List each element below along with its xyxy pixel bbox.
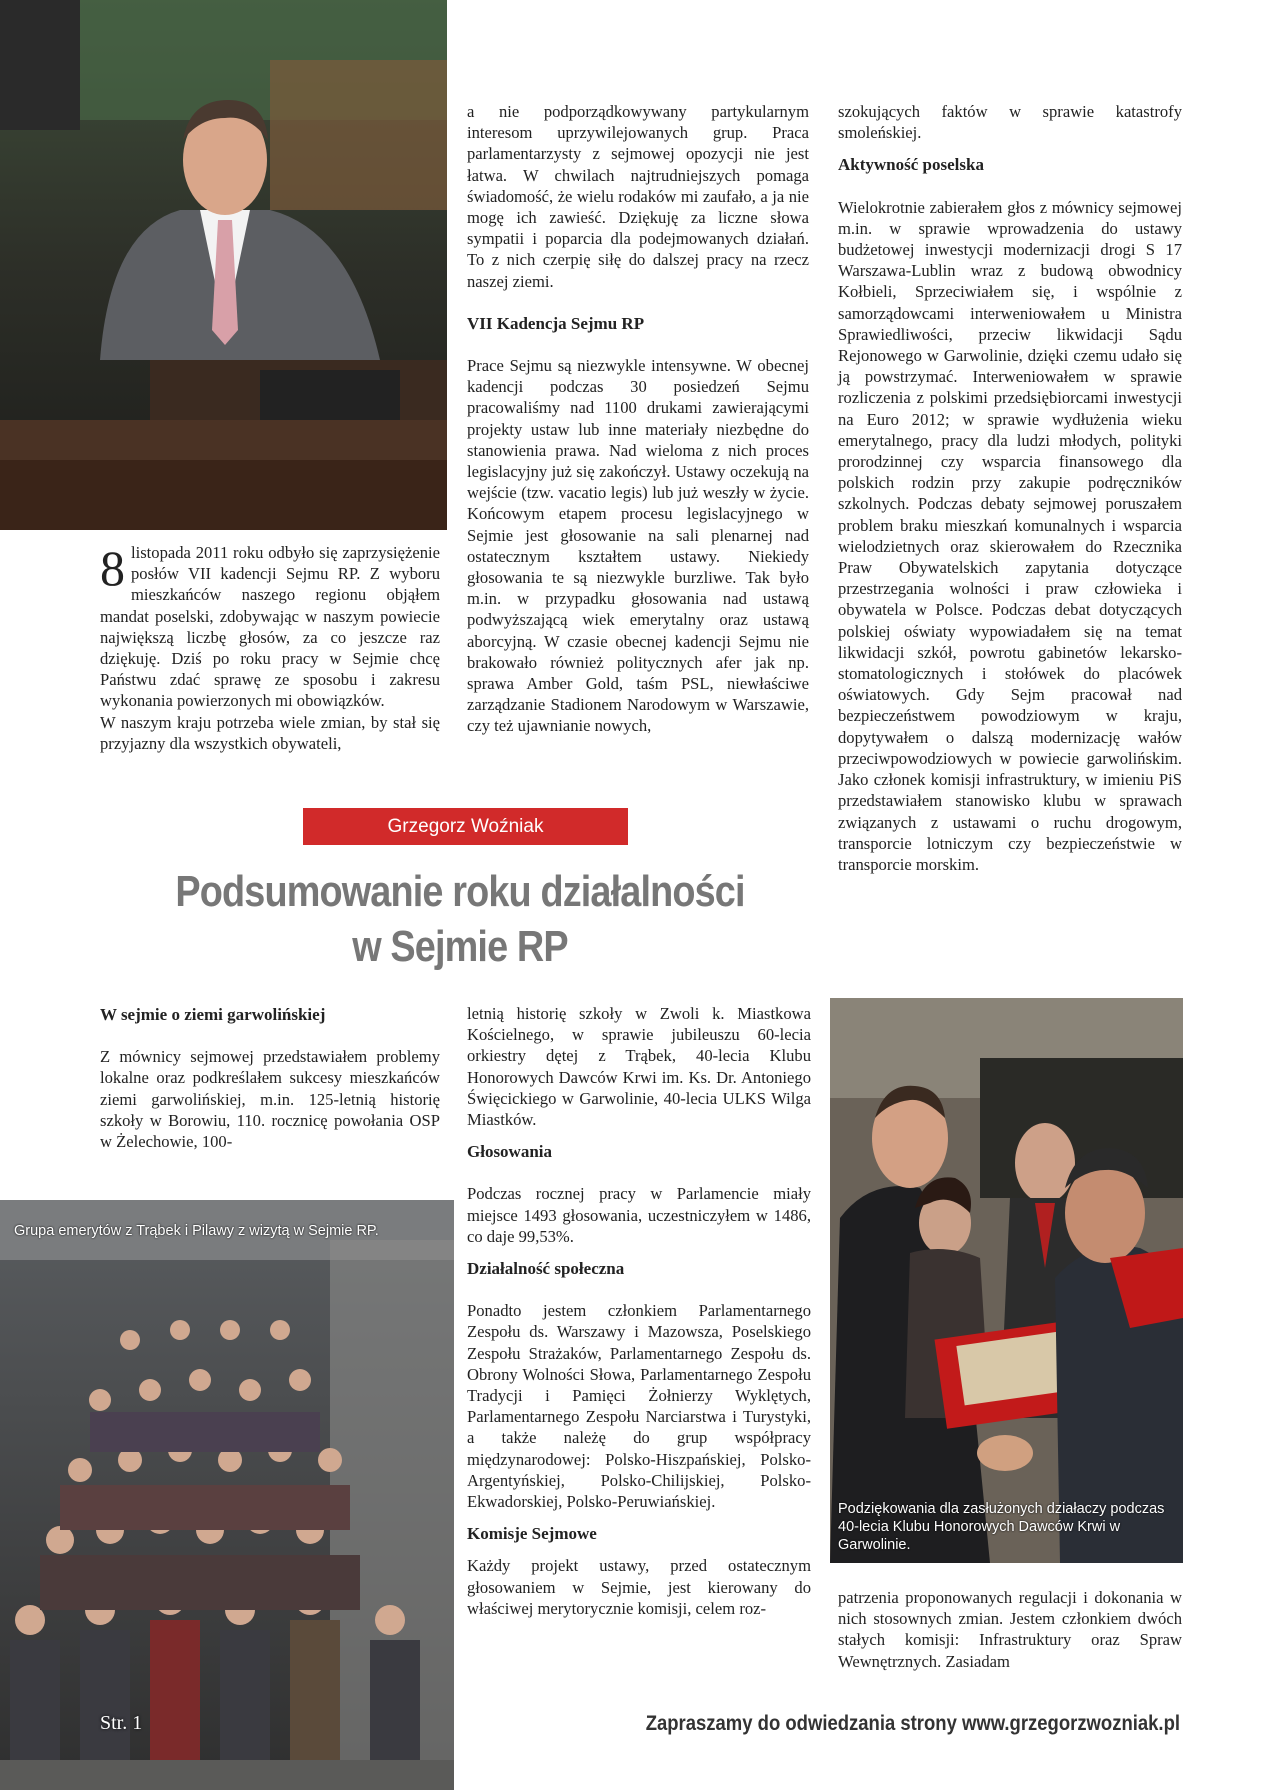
paragraph: Prace Sejmu są niezwykle intensywne. W obecnej kadencji podczas 30 posiedzeń Sejmu pracowaliśmy nad 1100 drukami zawierającymi projekty ustaw lub inne materiały niezbędne do stanowienia prawa. Nad wieloma z nich proces legislacyjny już się zakończył. Ustawy oczekują na wejście (tzw. vacatio legis) lub już weszły w życie. Końcowym etapem procesu legislacyjnego w Sejmie jest głosowanie na sali plenarnej nad ostatecznym kształtem ustawy. Niekiedy głosowania te są niezwykle burzliwe. Tak było m.in. w przypadku głosowania nad ustawą podwyższającą wiek emerytalny oraz ustawą aborcyjną. W czasie obecnej kadencji Sejmu nie brakowało również politycznych afer jak np. sprawa Amber Gold, taśm PSL, niewłaściwe zarządzanie Stadionem Narodowym w Warszawie, czy też ujawnianie nowych, (467, 356, 809, 736)
paragraph: Każdy projekt ustawy, przed ostatecznym głosowaniem w Sejmie, jest kierowany do właściwej merytorycznie komisji, celem roz- (467, 1556, 811, 1618)
dropcap: 8 (100, 540, 125, 596)
paragraph: Ponadto jestem członkiem Parlamentarnego Zespołu ds. Warszawy i Mazowsza, Poselskiego Zespołu Strażaków, Parlamentarnego Zespołu ds. Obrony Wolności Słowa, Parlamentarnego Zespołu Tradycji i Pamięci Żołnierzy Wyklętych, Parlamentarnego Zespołu Narciarstwa i Turystyki, a także należę do grup współpracy międzynarodowej: Polsko-Hiszpańskiej, Polsko-Argentyńskiej, Polsko-Chilijskiej, Polsko-Ekwadorskiej, Polsko-Peruwiańskiej. (467, 1301, 811, 1512)
column-1-bottom (100, 1004, 440, 1152)
article-title (133, 864, 787, 974)
paragraph: Podczas rocznej pracy w Parlamencie miały miejsce 1493 głosowania, uczestniczyłem w 1486, co daje 99,53%. (467, 1184, 811, 1246)
group-photo-icon (0, 1200, 454, 1790)
intro-column (100, 542, 440, 754)
column-2-bottom (467, 1003, 811, 1619)
intro-paragraph: listopada 2011 roku odbyło się zaprzysiężenie posłów VII kadencji Sejmu RP. Z wyboru mieszkańców naszego regionu objąłem mandat poselski, zdobywając w naszym powiecie największą liczbę głosów, za co jeszcze raz dziękuję. Dziś po roku pracy w Sejmie chcę Państwu zdać sprawę ze sposobu i zakresu wykonania powierzonych mi obowiązków. (100, 543, 440, 711)
intro-paragraph-2: W naszym kraju potrzeba wiele zmian, by stał się przyjazny dla wszystkich obywateli, (100, 712, 440, 753)
page-number: Str. 1 (100, 1712, 143, 1734)
award-photo-icon (830, 998, 1183, 1563)
section-heading: Aktywność poselska (838, 155, 984, 175)
column-3-bottom (838, 1587, 1182, 1672)
section-heading: Działalność społeczna (467, 1259, 625, 1279)
footer-website-link[interactable]: Zapraszamy do odwiedzania strony www.grzegorzwozniak.pl (645, 1712, 1180, 1735)
speaker-photo-icon (0, 0, 447, 530)
paragraph: patrzenia proponowanych regulacji i dokonania w nich stosownych zmian. Jestem członkiem dwóch stałych komisji: Infrastruktury oraz Spraw Wewnętrznych. Zasiadam (838, 1588, 1182, 1671)
title-line-1: Podsumowanie roku działalności (175, 867, 745, 916)
column-2-top (467, 101, 809, 737)
section-heading: Komisje Sejmowe (467, 1524, 597, 1544)
speaker-photo (0, 0, 447, 530)
author-label: Grzegorz Woźniak (303, 808, 628, 845)
section-heading: Głosowania (467, 1142, 553, 1162)
section-heading: W sejmie o ziemi garwolińskiej (100, 1005, 326, 1024)
section-heading: VII Kadencja Sejmu RP (467, 313, 645, 333)
group-photo (0, 1200, 454, 1790)
award-photo (830, 998, 1183, 1563)
title-line-2: w Sejmie RP (352, 922, 568, 971)
column-3-top (838, 101, 1182, 875)
paragraph: szokujących faktów w sprawie katastrofy smoleńskiej. (838, 102, 1182, 143)
paragraph: Z mównicy sejmowej przedstawiałem problemy lokalne oraz podkreślałem sukcesy mieszkańców ziemi garwolińskiej, m.in. 125-letnią historię szkoły w Borowiu, 110. rocznicę powołania OSP w Żelechowie, 100- (100, 1047, 440, 1152)
paragraph: Wielokrotnie zabierałem głos z mównicy sejmowej m.in. w sprawie wprowadzenia do ustawy budżetowej inwestycji modernizacji drogi S 17 Warszawa-Lublin wraz z budową obwodnicy Kołbieli, Sprzeciwiałem się, i wspólnie z samorządowcami interweniowałem u Ministra Sprawiedliwości, przeciw likwidacji Sądu Rejonowego w Garwolinie, dzięki czemu udało się ją powstrzymać. Interweniowałem w sprawie rozliczenia z polskimi przedsiębiorcami inwestycji na Euro 2012; w sprawie wydłużenia wieku emerytalnego, pracy dla ludzi młodych, polityki prorodzinnej czy wsparcia finansowego dla polskich rodzin przy zakupie podręczników szkolnych. Podczas debaty sejmowej poruszałem problem braku mieszkań komunalnych i wsparcia wielodzietnych oraz skierowałem do Rzecznika Praw Obywatelskich zapytania dotyczące przestrzegania wolności i praw człowieka i obywatela w Polsce. Podczas debat dotyczących polskiej oświaty wypowiadałem się na temat likwidacji szkół, powrotu gabinetów lekarsko-stomatologicznych i stołówek do placówek oświatowych. Gdy Sejm pracował nad bezpieczeństwem powodziowym w kraju, dopytywałem o dalszą modernizację wałów przeciwpowodziowych w powiecie garwolińskim. Jako członek komisji infrastruktury, w imieniu PiS przedstawiałem stanowisko klubu w sprawach związanych z ustawami o ruchu drogowym, transporcie lotniczym czy bezpieczeństwie w transporcie morskim. (838, 197, 1182, 874)
paragraph: letnią historię szkoły w Zwoli k. Miastkowa Kościelnego, w sprawie jubileuszu 60-lecia orkiestry dętej z Trąbek, 40-lecia Klubu Honorowych Dawców Krwi im. Ks. Dr. Antoniego Święcickiego w Garwolinie, 40-lecia ULKS Wilga Miastków. (467, 1004, 811, 1130)
paragraph: a nie podporządkowywany partykularnym interesom uprzywilejowanych grup. Praca parlamentarzysty z sejmowej opozycji nie jest łatwa. W chwilach najtrudniejszych pomaga świadomość, że wielu rodaków mi zaufało, a ja nie mogę ich zawieść. Dziękuję za liczne słowa sympatii i poparcia dla podejmowanych działań. To z nich czerpię siłę do dalszej pracy na rzecz naszej ziemi. (467, 102, 809, 291)
award-photo-caption: Podziękowania dla zasłużonych działaczy podczas 40-lecia Klubu Honorowych Dawców Krwi w Garwolinie. (838, 1501, 1165, 1553)
group-photo-caption: Grupa emerytów z Trąbek i Pilawy z wizytą w Sejmie RP. (14, 1223, 379, 1239)
